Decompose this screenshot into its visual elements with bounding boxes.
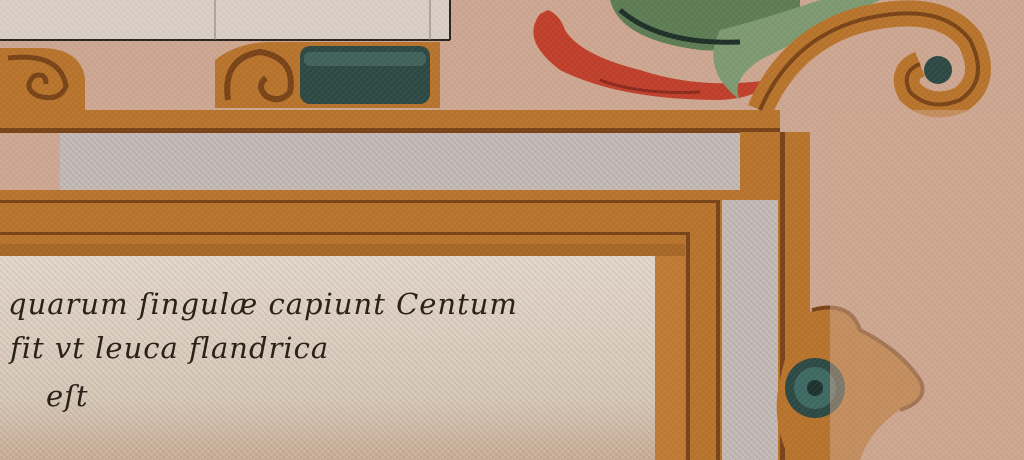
inscription-line-3: eſt	[46, 379, 89, 413]
inscription-line-1: quarum ſingulæ capiunt Centum	[8, 287, 518, 321]
inscription-line-2: fit vt leuca flandrica	[10, 331, 330, 365]
